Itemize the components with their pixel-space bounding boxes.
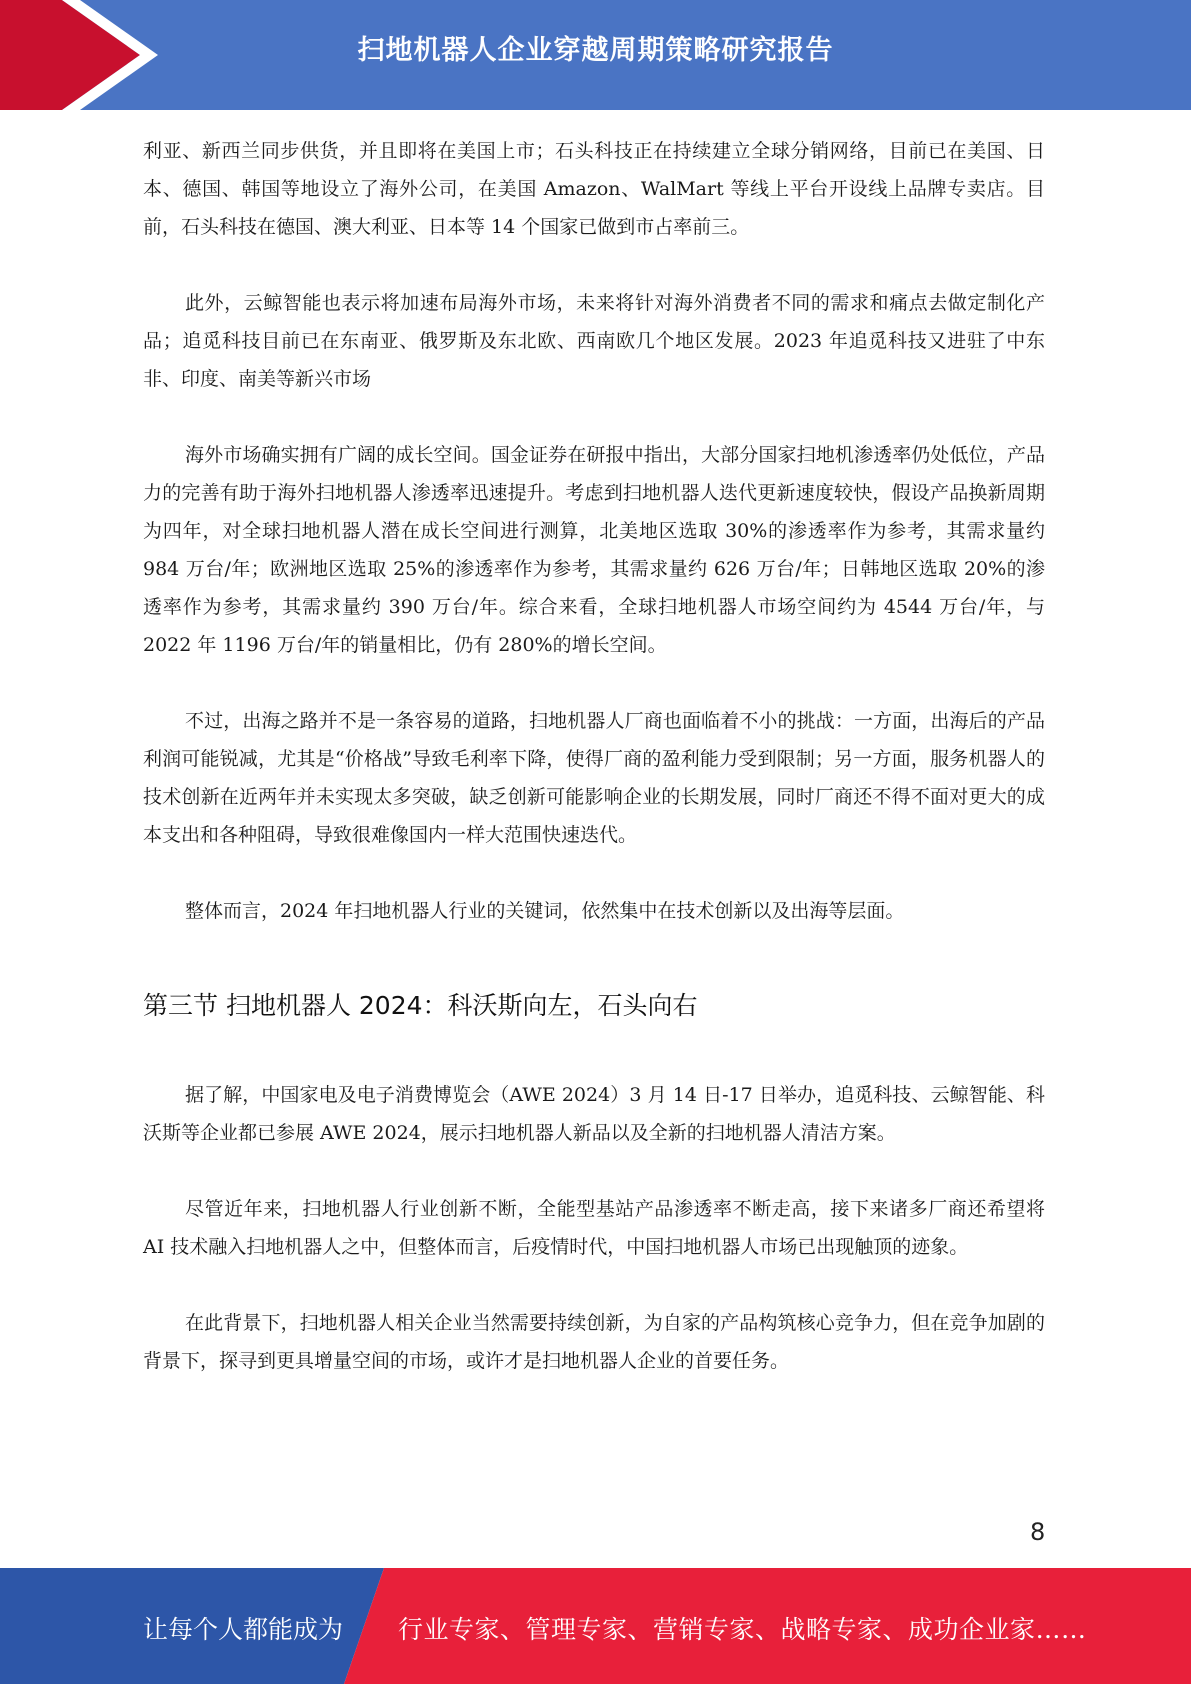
paragraph-5: 整体而言，2024 年扫地机器人行业的关键词，依然集中在技术创新以及出海等层面。 — [185, 900, 905, 922]
paragraph-2: 此外，云鲸智能也表示将加速布局海外市场，未来将针对海外消费者不同的需求和痛点去做定制化产品；追觅科技目前已在东南亚、俄罗斯及东北欧、西南欧几个地区发展。2023 年追觅科技又进驻了中东非、印度、南美等新兴市场 — [143, 292, 1045, 390]
footer-slogan-right: 行业专家、管理专家、营销专家、战略专家、成功企业家…… — [398, 1615, 1087, 1644]
paragraph-7: 尽管近年来，扫地机器人行业创新不断，全能型基站产品渗透率不断走高，接下来诸多厂商还希望将 AI 技术融入扫地机器人之中，但整体而言，后疫情时代，中国扫地机器人市场已出现触顶的迹象。 — [143, 1198, 1045, 1258]
paragraph-6: 据了解，中国家电及电子消费博览会（AWE 2024）3 月 14 日-17 日举办，追觅科技、云鲸智能、科沃斯等企业都已参展 AWE 2024，展示扫地机器人新品以及全新的扫地机器人清洁方案。 — [143, 1084, 1045, 1144]
page-header — [0, 0, 1191, 110]
page-footer — [0, 1568, 1191, 1684]
page-number: 8 — [1030, 1518, 1046, 1546]
paragraph-3: 海外市场确实拥有广阔的成长空间。国金证券在研报中指出，大部分国家扫地机渗透率仍处低位，产品力的完善有助于海外扫地机器人渗透率迅速提升。考虑到扫地机器人迭代更新速度较快，假设产品换新周期为四年，对全球扫地机器人潜在成长空间进行测算，北美地区选取 30%的渗透率作为参考，其需求量约 984 万台/年；欧洲地区选取 25%的渗透率作为参考，其需求量约 626 万台/年；日韩地区选取 20%的渗透率作为参考，其需求量约 390 万台/年。综合来看，全球扫地机器人市场空间约为 4544 万台/年，与 2022 年 1196 万台/年的销量相比，仍有 280%的增长空间。 — [143, 444, 1045, 656]
paragraph-8: 在此背景下，扫地机器人相关企业当然需要持续创新，为自家的产品构筑核心竞争力，但在竞争加剧的背景下，探寻到更具增量空间的市场，或许才是扫地机器人企业的首要任务。 — [143, 1312, 1045, 1372]
section-heading: 第三节 扫地机器人 2024：科沃斯向左，石头向右 — [143, 991, 698, 1020]
document-body — [143, 132, 1045, 1380]
report-title: 扫地机器人企业穿越周期策略研究报告 — [357, 35, 834, 66]
paragraph-1: 利亚、新西兰同步供货，并且即将在美国上市；石头科技正在持续建立全球分销网络，目前已在美国、日本、德国、韩国等地设立了海外公司，在美国 Amazon、WalMart 等线上平台开设线上品牌专卖店。目前，石头科技在德国、澳大利亚、日本等 14 个国家已做到市占率前三。 — [143, 140, 1045, 238]
paragraph-4: 不过，出海之路并不是一条容易的道路，扫地机器人厂商也面临着不小的挑战：一方面，出海后的产品利润可能锐减，尤其是“价格战”导致毛利率下降，使得厂商的盈利能力受到限制；另一方面，服务机器人的技术创新在近两年并未实现太多突破，缺乏创新可能影响企业的长期发展，同时厂商还不得不面对更大的成本支出和各种阻碍，导致很难像国内一样大范围快速迭代。 — [143, 710, 1045, 846]
footer-slogan-left: 让每个人都能成为 — [143, 1615, 344, 1644]
